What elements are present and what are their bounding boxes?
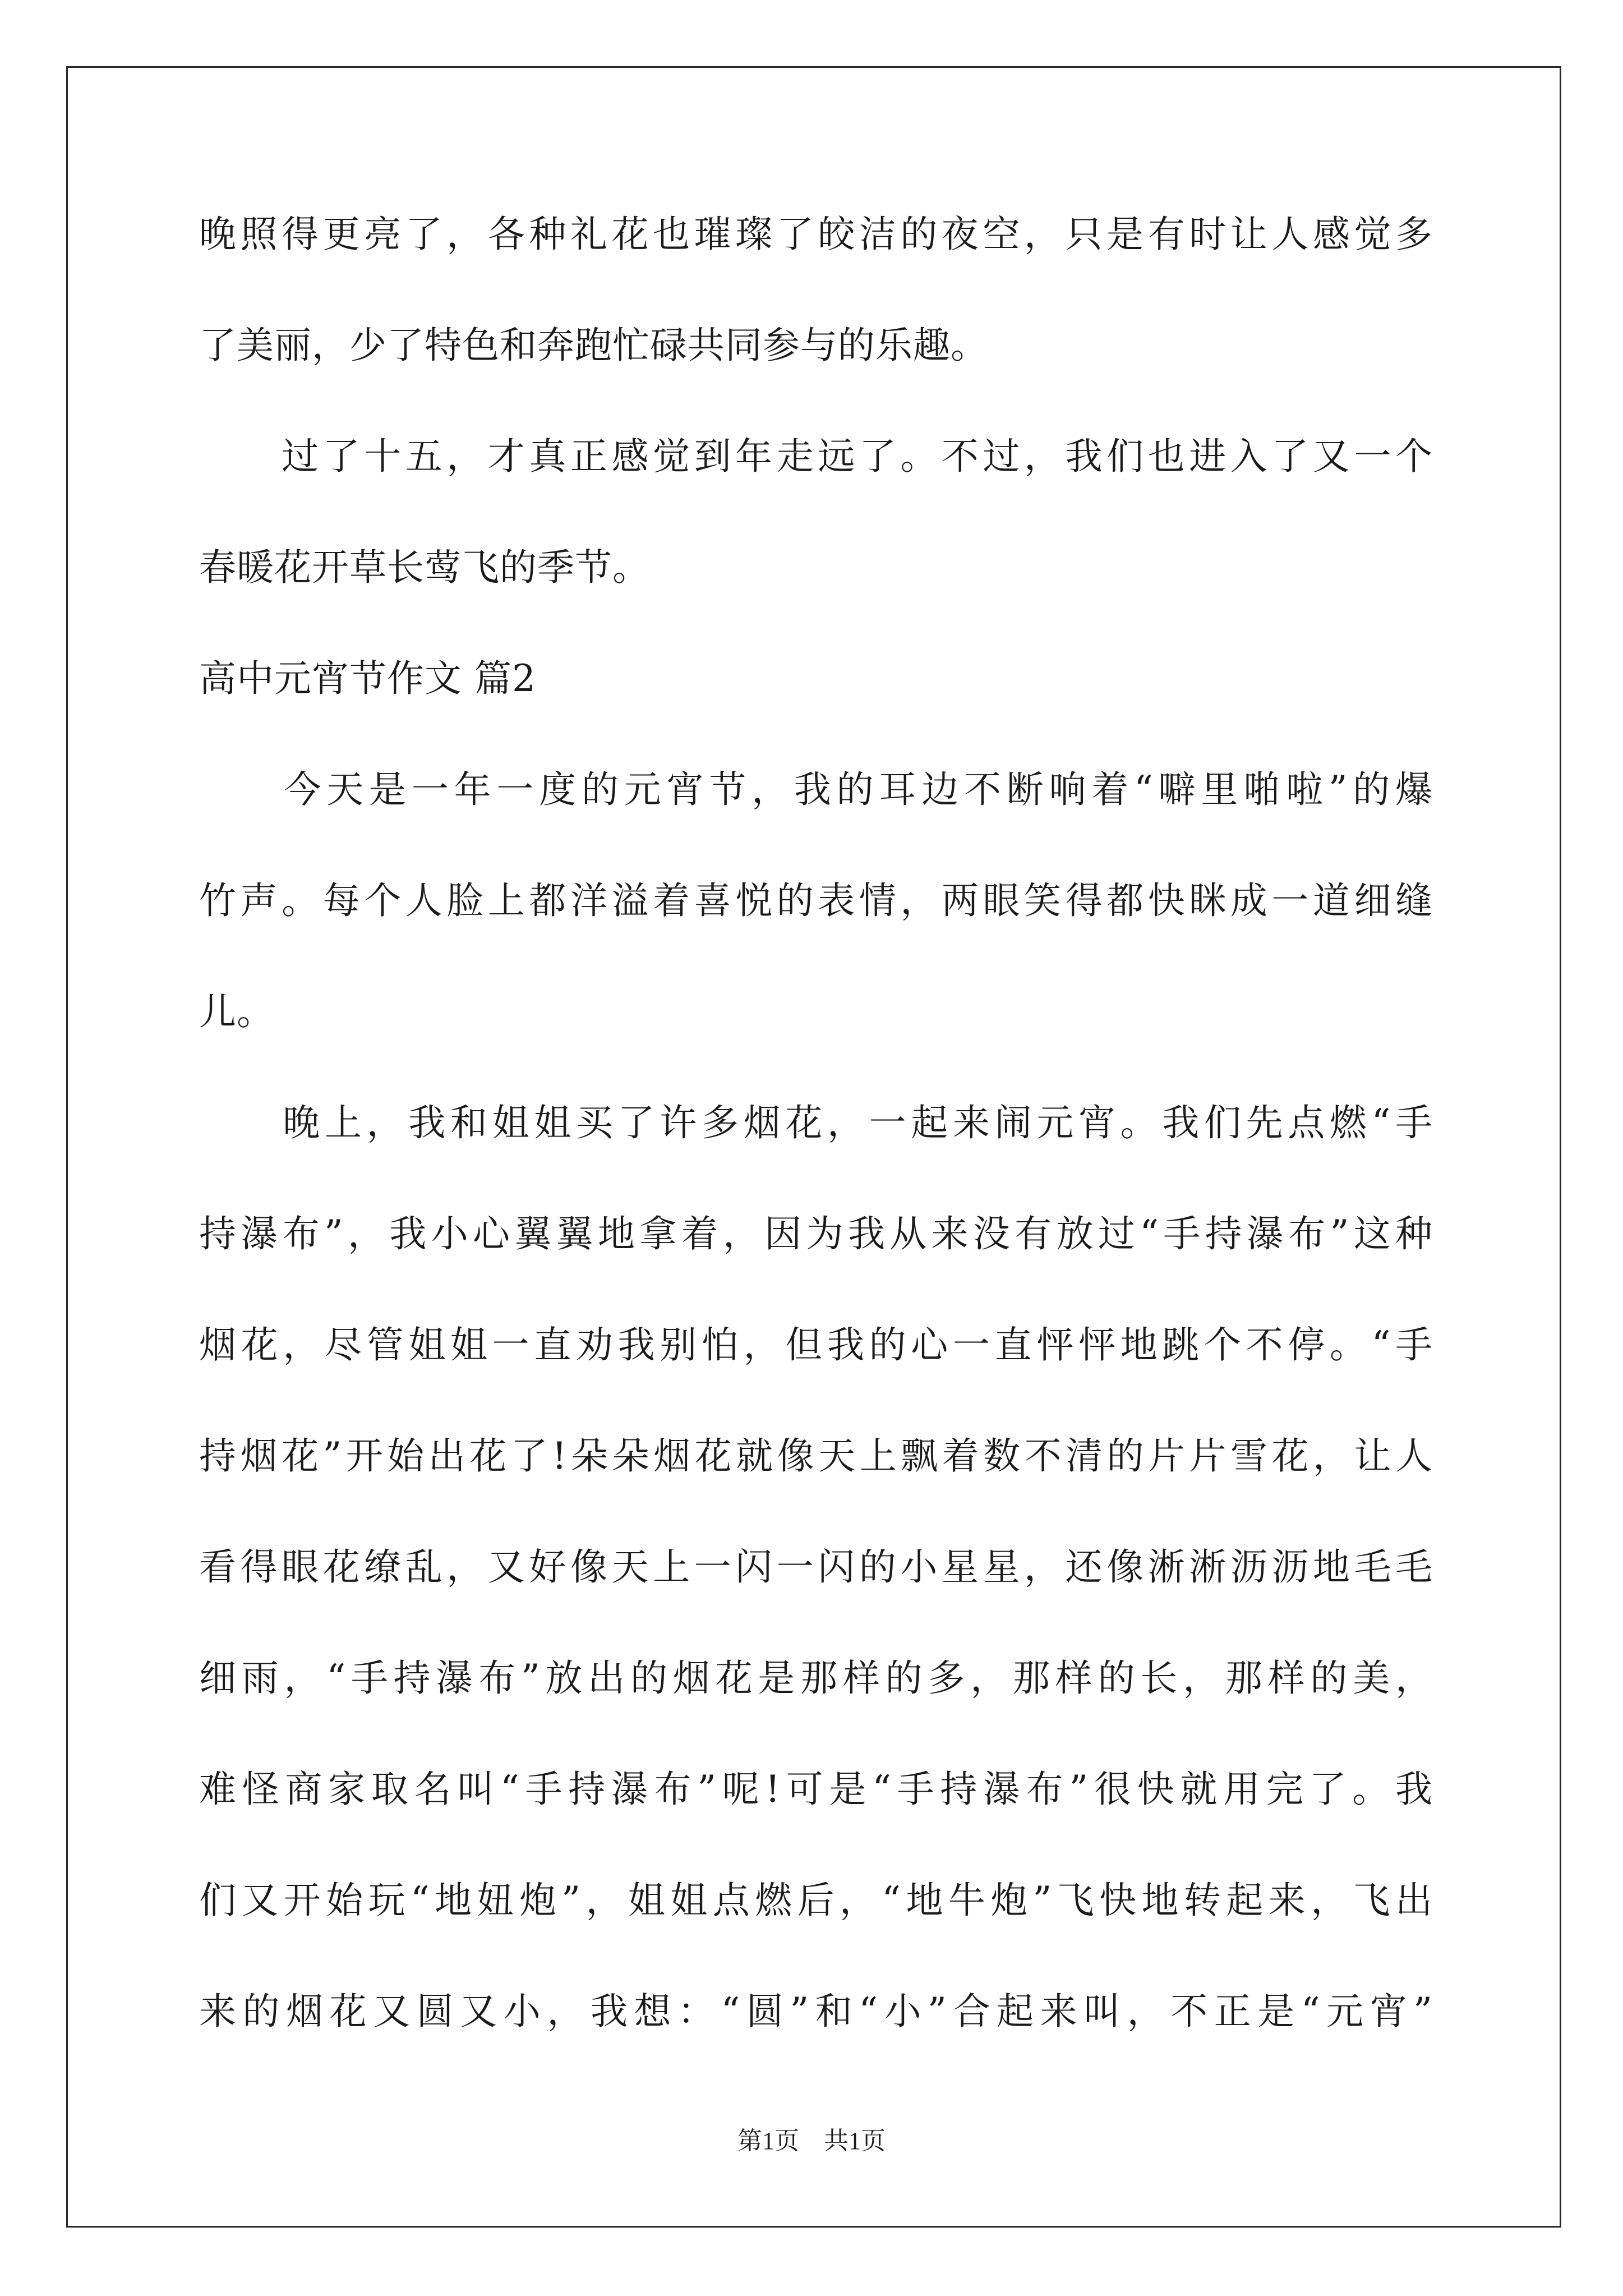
text-line: 持瀑布”，我小心翼翼地拿着，因为我从来没有放过“手持瀑布”这种: [199, 1212, 1433, 1255]
text-line: 烟花，尽管姐姐一直劝我别怕，但我的心一直怦怦地跳个不停。“手: [199, 1323, 1433, 1366]
text-line: 今天是一年一度的元宵节，我的耳边不断响着“噼里啪啦”的爆: [199, 768, 1433, 811]
text-line: 儿。: [199, 990, 274, 1033]
text-line: 春暖花开草长莺飞的季节。: [199, 546, 650, 589]
text-line: 了美丽，少了特色和奔跑忙碌共同参与的乐趣。: [199, 324, 988, 367]
text-line: 细雨，“手持瀑布”放出的烟花是那样的多，那样的长，那样的美，: [199, 1657, 1433, 1700]
text-line: 过了十五，才真正感觉到年走远了。不过，我们也进入了又一个: [199, 435, 1433, 478]
text-line: 难怪商家取名叫“手持瀑布”呢!可是“手持瀑布”很快就用完了。我: [199, 1768, 1433, 1811]
text-line: 晚上，我和姐姐买了许多烟花，一起来闹元宵。我们先点燃“手: [199, 1101, 1433, 1144]
text-line: 来的烟花又圆又小，我想：“圆”和“小”合起来叫，不正是“元宵”: [199, 1990, 1433, 2033]
page-number-footer: 第1页 共1页: [737, 2127, 886, 2155]
section-heading: 高中元宵节作文 篇2: [199, 657, 536, 700]
text-line: 持烟花”开始出花了!朵朵烟花就像天上飘着数不清的片片雪花，让人: [199, 1434, 1433, 1478]
text-line: 看得眼花缭乱，又好像天上一闪一闪的小星星，还像淅淅沥沥地毛毛: [199, 1545, 1433, 1589]
text-line: 竹声。每个人脸上都洋溢着喜悦的表情，两眼笑得都快眯成一道细缝: [199, 879, 1433, 922]
text-line: 晚照得更亮了，各种礼花也璀璨了皎洁的夜空，只是有时让人感觉多: [199, 213, 1433, 256]
document-body: [199, 213, 1433, 2104]
text-line: 们又开始玩“地妞炮”，姐姐点燃后，“地牛炮”飞快地转起来，飞出: [199, 1879, 1433, 1922]
